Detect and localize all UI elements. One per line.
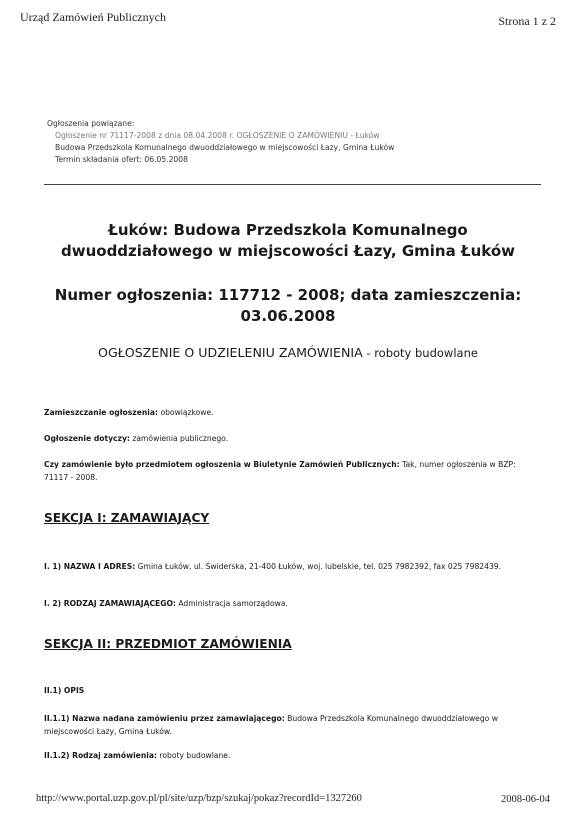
- notice-type-main: OGŁOSZENIE O UDZIELENIU ZAMÓWIENIA: [98, 345, 363, 360]
- field-label: Zamieszczanie ogłoszenia:: [44, 408, 159, 417]
- field-name-address: [44, 560, 534, 573]
- footer-url[interactable]: http://www.portal.uzp.gov.pl/pl/site/uzp/bzp/szukaj/pokaz?recordId=1327260: [36, 793, 362, 804]
- field-value: Gmina Łuków, ul. Świderska, 21-400 Łuków, woj. lubelskie, tel. 025 7982392, fax 025 7982439.: [135, 562, 502, 571]
- field-label: II.1.1) Nazwa nadana zamówieniu przez zamawiającego:: [44, 714, 285, 723]
- field-contracting-type: [44, 597, 534, 610]
- notice-type-sub: - roboty budowlane: [362, 346, 478, 360]
- field-label: I. 1) NAZWA I ADRES:: [44, 562, 136, 571]
- divider: [44, 184, 541, 185]
- field-contract-kind: [44, 749, 534, 762]
- subsection-label: II.1) OPIS: [44, 686, 85, 695]
- field-value: Budowa Przedszkola Komunalnego dwuoddziałowego w miejscowości Łazy, Gmina Łuków.: [44, 714, 498, 736]
- field-publication: [44, 406, 534, 419]
- field-label: II.1.2) Rodzaj zamówienia:: [44, 751, 158, 760]
- field-label: I. 2) RODZAJ ZAMAWIAJĄCEGO:: [44, 599, 176, 608]
- notice-number: Numer ogłoszenia: 117712 - 2008; data zamieszczenia: 03.06.2008: [54, 286, 522, 325]
- field-concerns: [44, 432, 534, 445]
- field-value: Administracja samorządowa.: [175, 599, 288, 608]
- field-label: Ogłoszenie dotyczy:: [44, 434, 130, 443]
- field-value: roboty budowlane.: [157, 751, 231, 760]
- related-notice-deadline: Termin składania ofert: 06.05.2008: [55, 155, 188, 164]
- field-bzp: [44, 458, 534, 484]
- related-notice-link[interactable]: Ogłoszenie nr 71117-2008 z dnia 08.04.2008 r. OGŁOSZENIE O ZAMÓWIENIU - Łuków: [55, 131, 380, 140]
- header-organization: Urząd Zamówień Publicznych: [20, 10, 166, 24]
- header-page-number: Strona 1 z 2: [498, 14, 556, 28]
- field-value: zamówienia publicznego.: [129, 434, 229, 443]
- subsection-description: [44, 684, 534, 697]
- footer-date: 2008-06-04: [501, 794, 550, 805]
- section-1-title: SEKCJA I: ZAMAWIAJĄCY: [44, 511, 210, 525]
- field-value: Tak, numer ogłoszenia w BZP: 71117 - 2008.: [44, 460, 516, 482]
- notice-type: [30, 345, 546, 360]
- field-label: Czy zamówienie było przedmiotem ogłoszenia w Biuletynie Zamówień Publicznych:: [44, 460, 400, 469]
- related-notice-subject: Budowa Przedszkola Komunalnego dwuoddziałowego w miejscowości Łazy, Gmina Łuków: [55, 143, 395, 152]
- section-2-title: SEKCJA II: PRZEDMIOT ZAMÓWIENIA: [44, 637, 292, 651]
- related-notices-title: Ogłoszenia powiązane:: [47, 119, 135, 128]
- related-notices: [47, 118, 547, 166]
- notice-title: Łuków: Budowa Przedszkola Komunalnego dwuoddziałowego w miejscowości Łazy, Gmina Łuków: [60, 221, 516, 260]
- field-contract-name: [44, 712, 534, 738]
- field-value: obowiązkowe.: [158, 408, 214, 417]
